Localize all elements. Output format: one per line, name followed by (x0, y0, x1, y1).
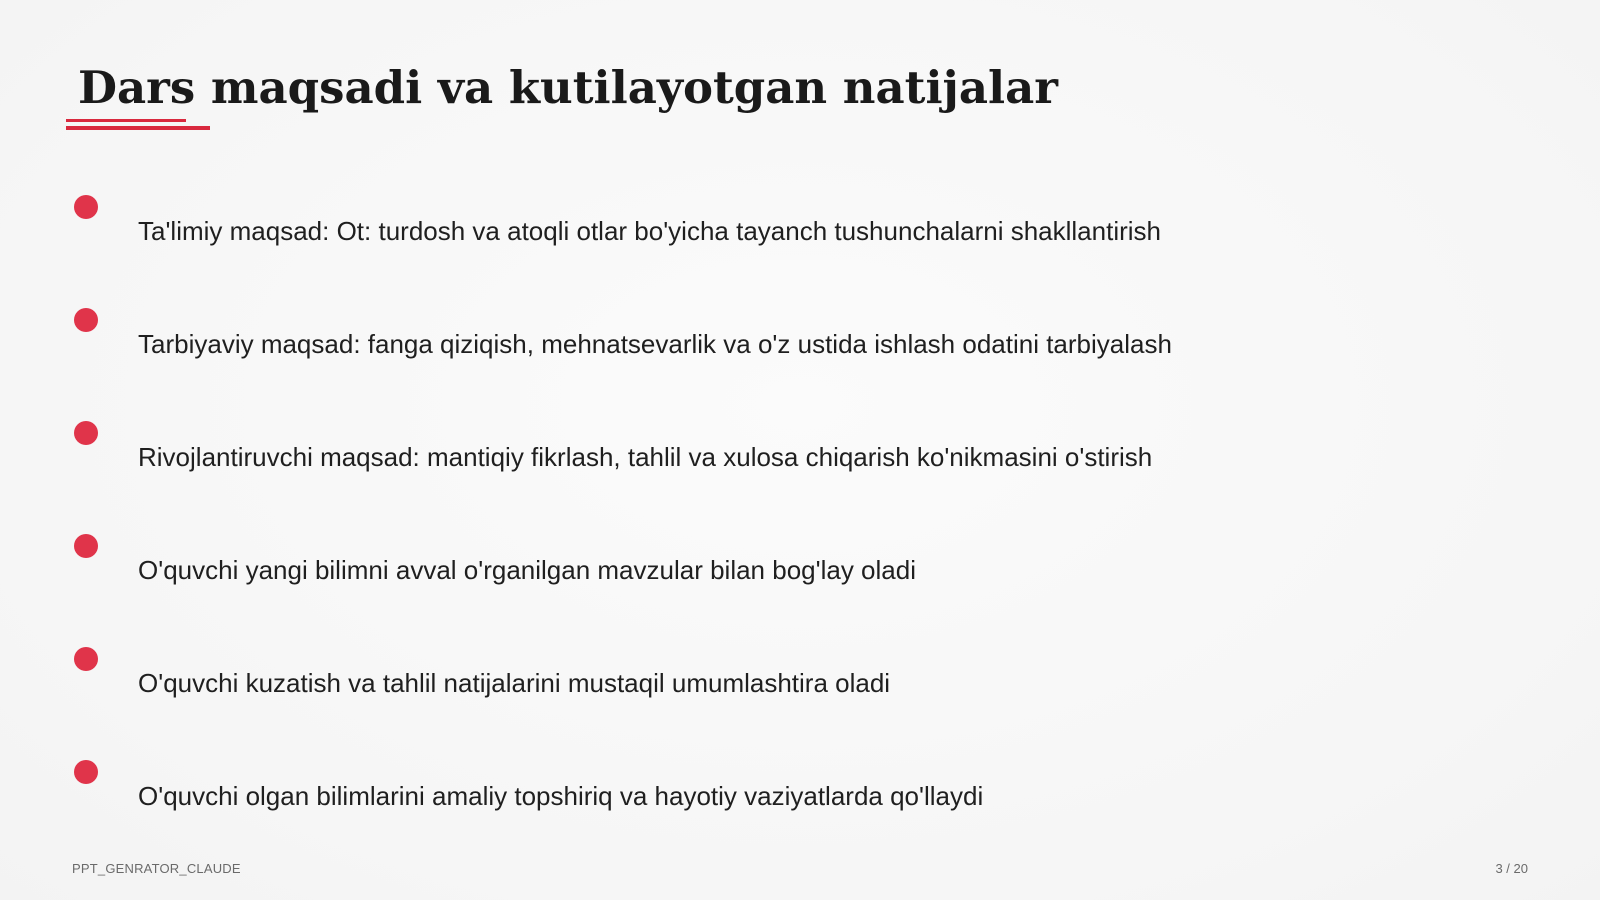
bullet-text: O'quvchi olgan bilimlarini amaliy topshiriq va hayotiy vaziyatlarda qo'llaydi (138, 781, 984, 811)
slide-title: Dars maqsadi va kutilayotgan natijalar (78, 61, 1058, 114)
bullet-item (72, 308, 1472, 388)
page-indicator: 3 / 20 (1495, 861, 1528, 876)
bullet-text: O'quvchi kuzatish va tahlil natijalarini mustaqil umumlashtira oladi (138, 668, 891, 698)
bullet-dot-icon (74, 421, 98, 445)
bullet-dot-icon (74, 195, 98, 219)
footer-source-label: PPT_GENRATOR_CLAUDE (72, 861, 241, 876)
bullet-text: O'quvchi yangi bilimni avval o'rganilgan mavzular bilan bog'lay oladi (138, 555, 916, 585)
bullet-text: Tarbiyaviy maqsad: fanga qiziqish, mehnatsevarlik va o'z ustida ishlash odatini tarbiyalash (138, 329, 1172, 359)
bullet-item (72, 195, 1472, 275)
bullet-dot-icon (74, 647, 98, 671)
bullet-text: Ta'limiy maqsad: Ot: turdosh va atoqli otlar bo'yicha tayanch tushunchalarni shakllantirish (138, 216, 1162, 246)
bullet-text: Rivojlantiruvchi maqsad: mantiqiy fikrlash, tahlil va xulosa chiqarish ko'nikmasini o'stirish (138, 442, 1153, 472)
bullet-item (72, 421, 1472, 501)
bullet-item (72, 760, 1472, 840)
bullet-dot-icon (74, 308, 98, 332)
bullet-dot-icon (74, 760, 98, 784)
bullet-item (72, 647, 1472, 727)
bullet-dot-icon (74, 534, 98, 558)
bullet-item (72, 534, 1472, 614)
